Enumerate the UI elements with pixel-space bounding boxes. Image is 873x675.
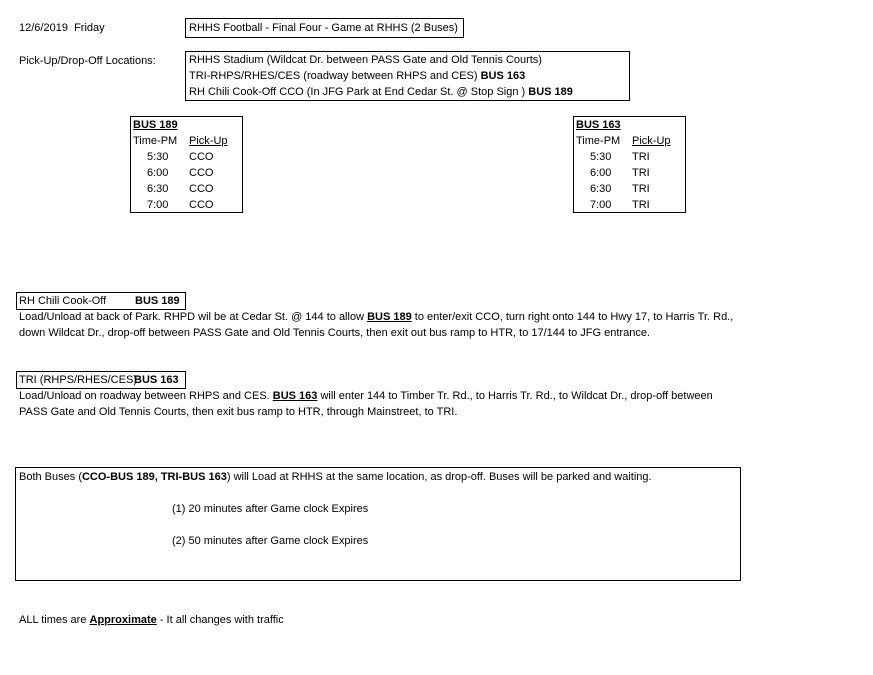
col-pickup-header: Pick-Up — [632, 135, 671, 147]
route-name: RH Chili Cook-Off — [19, 295, 107, 307]
return-info-buses: CCO-BUS 189, TRI-BUS 163 — [81, 471, 227, 483]
footer-note: ALL times are Approximate - It all changes with traffic — [19, 614, 284, 626]
location-item: RH Chili Cook-Off CCO (In JFG Park at End Cedar St. @ Stop Sign ) BUS 189 — [189, 86, 573, 98]
locations-label: Pick-Up/Drop-Off Locations: — [19, 55, 156, 67]
date-line — [19, 20, 105, 36]
return-info-box — [15, 467, 741, 581]
date: 12/6/2019 — [19, 22, 68, 34]
route-bus: BUS 189 — [135, 295, 180, 307]
schedule-time: 6:00 — [590, 167, 612, 179]
schedule-time: 7:00 — [590, 199, 612, 211]
day: Friday — [74, 22, 105, 34]
event-title: RHHS Football - Final Four - Game at RHHS (2 Buses) — [189, 22, 458, 34]
schedule-pickup: CCO — [189, 167, 214, 179]
route-bus-inline: BUS 163 — [272, 390, 318, 402]
route-header-tri — [16, 371, 186, 389]
return-time-item: (1) 20 minutes after Game clock Expires — [172, 503, 369, 515]
footer-emphasis: Approximate — [89, 614, 157, 626]
col-time-header: Time-PM — [576, 135, 621, 147]
return-info-text: Both Buses (CCO-BUS 189, TRI-BUS 163) will Load at RHHS at the same location, as drop-off. Buses will be parked and waiting. — [19, 471, 652, 483]
location-bus: BUS 189 — [528, 86, 573, 98]
schedule-time: 6:30 — [590, 183, 612, 195]
location-item: RHHS Stadium (Wildcat Dr. between PASS Gate and Old Tennis Courts) — [189, 54, 542, 66]
schedule-time: 5:30 — [590, 151, 612, 163]
schedule-pickup: CCO — [189, 183, 214, 195]
route-header-chili — [16, 292, 186, 310]
schedule-pickup: CCO — [189, 199, 214, 211]
schedule-pickup: TRI — [632, 199, 650, 211]
schedule-pickup: TRI — [632, 151, 650, 163]
return-time-item: (2) 50 minutes after Game clock Expires — [172, 535, 369, 547]
route-bus-inline: BUS 189 — [367, 311, 412, 323]
schedule-bus-189 — [130, 116, 243, 213]
schedule-time: 5:30 — [147, 151, 169, 163]
locations-box — [185, 51, 630, 101]
location-bus: BUS 163 — [480, 70, 526, 82]
event-title-box — [185, 18, 464, 38]
route-name: TRI (RHPS/RHES/CES) — [19, 374, 137, 386]
schedule-time: 6:00 — [147, 167, 169, 179]
schedule-bus-163 — [573, 116, 686, 213]
route-description-line: Load/Unload on roadway between RHPS and CES. BUS 163 will enter 144 to Timber Tr. Rd., to Harris Tr. Rd., to Wildcat Dr., drop-off between — [19, 390, 713, 402]
route-description-line: PASS Gate and Old Tennis Courts, then exit bus ramp to HTR, through Mainstreet, to TRI. — [19, 406, 458, 418]
schedule-time: 6:30 — [147, 183, 169, 195]
col-pickup-header: Pick-Up — [189, 135, 228, 147]
route-bus: BUS 163 — [134, 374, 179, 386]
schedule-time: 7:00 — [147, 199, 169, 211]
location-item: TRI-RHPS/RHES/CES (roadway between RHPS and CES) BUS 163 — [189, 70, 526, 82]
schedule-pickup: CCO — [189, 151, 214, 163]
schedule-title: BUS 189 — [133, 119, 178, 131]
route-description-line: down Wildcat Dr., drop-off between PASS Gate and Old Tennis Courts, then exit out bus ramp to HTR, to 17/144 to JFG entrance. — [19, 327, 650, 339]
schedule-title: BUS 163 — [576, 119, 621, 131]
col-time-header: Time-PM — [133, 135, 178, 147]
route-description-line: Load/Unload at back of Park. RHPD wil be at Cedar St. @ 144 to allow BUS 189 to enter/exit CCO, turn right onto 144 to Hwy 17, to Harris Tr. Rd., — [19, 311, 734, 323]
schedule-pickup: TRI — [632, 167, 650, 179]
schedule-pickup: TRI — [632, 183, 650, 195]
